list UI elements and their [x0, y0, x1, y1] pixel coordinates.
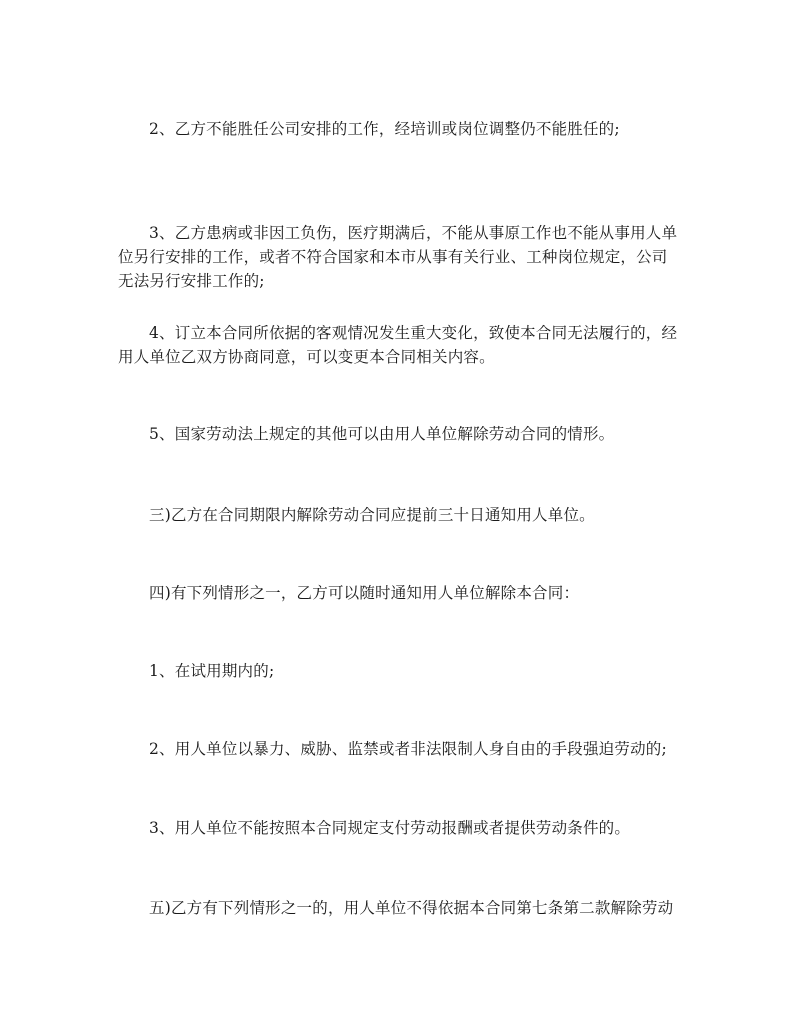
clause-4-circumstance-change: 4、订立本合同所依据的客观情况发生重大变化，致使本合同无法履行的，经用人单位乙双方协商同意，可以变更本合同相关内容。	[118, 324, 678, 366]
item-1-probation: 1、在试用期内的;	[149, 662, 275, 680]
section-5-protection: 五)乙方有下列情形之一的，用人单位不得依据本合同第七条第二款解除劳动	[149, 899, 674, 917]
item-3-unpaid: 3、用人单位不能按照本合同规定支付劳动报酬或者提供劳动条件的。	[149, 819, 631, 837]
clause-2-incompetent: 2、乙方不能胜任公司安排的工作，经培训或岗位调整仍不能胜任的;	[149, 120, 620, 138]
item-2-forced-labor: 2、用人单位以暴力、威胁、监禁或者非法限制人身自由的手段强迫劳动的;	[149, 740, 667, 758]
section-4-immediate-termination: 四)有下列情形之一，乙方可以随时通知用人单位解除本合同：	[149, 584, 580, 602]
clause-3-illness: 3、乙方患病或非因工负伤，医疗期满后，不能从事原工作也不能从事用人单位另行安排的工作，或者不符合国家和本市从事有关行业、工种岗位规定，公司无法另行安排工作的;	[118, 224, 678, 290]
section-3-notice: 三)乙方在合同期限内解除劳动合同应提前三十日通知用人单位。	[149, 506, 595, 524]
clause-5-other-cases: 5、国家劳动法上规定的其他可以由用人单位解除劳动合同的情形。	[149, 425, 615, 443]
